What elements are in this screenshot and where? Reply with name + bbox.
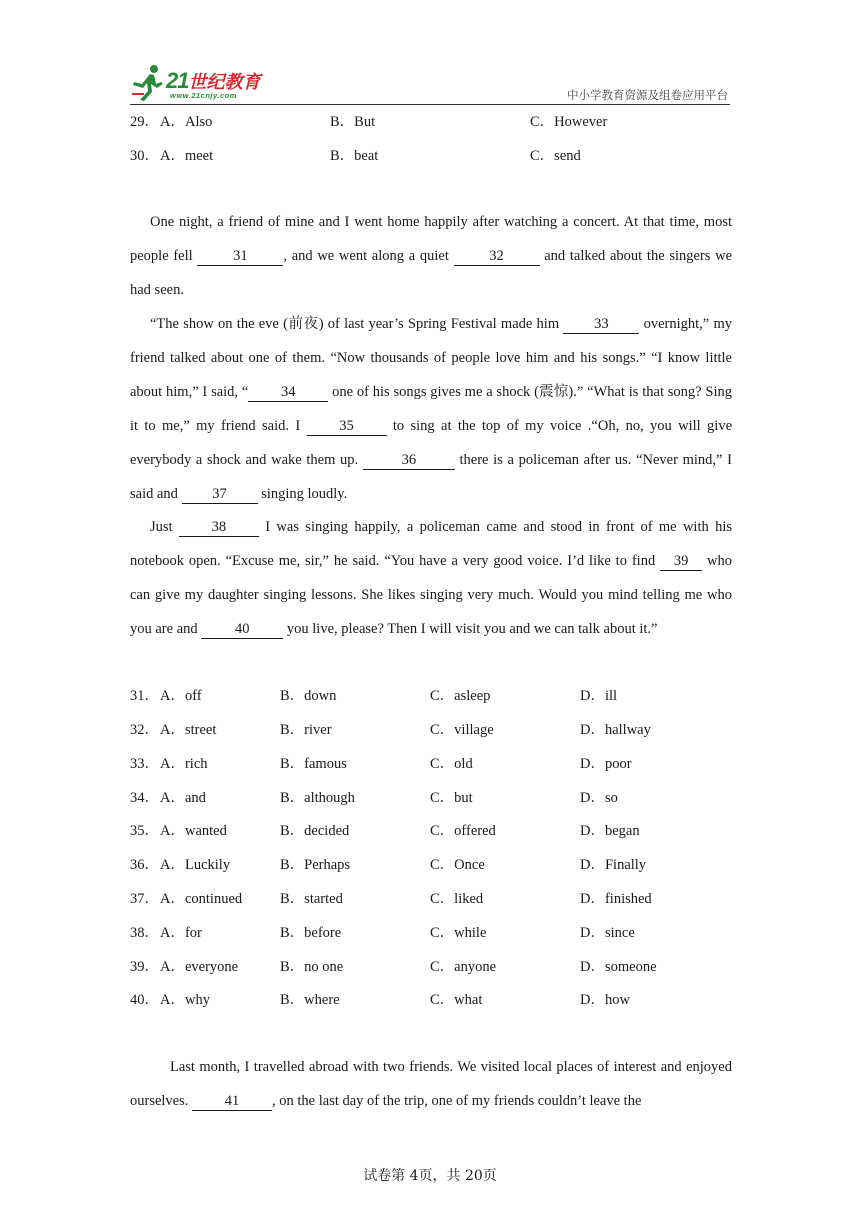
logo-url: www.21cnjy.com	[170, 91, 237, 100]
option-c: C．village	[430, 722, 494, 738]
option-b: B．beat	[330, 148, 379, 164]
question-number: 39．	[130, 959, 159, 975]
blank-38: 38	[179, 518, 259, 537]
option-c: C．send	[530, 148, 581, 164]
question-number: 33．	[130, 756, 159, 772]
question-number: 29．	[130, 114, 159, 130]
option-b: B．started	[280, 891, 343, 907]
blank-37: 37	[182, 485, 258, 504]
option-c: C．asleep	[430, 688, 491, 704]
question-number: 37．	[130, 891, 159, 907]
question-number: 30．	[130, 148, 159, 164]
blank-41: 41	[192, 1092, 272, 1111]
option-d: D．hallway	[580, 722, 651, 738]
option-c: C．while	[430, 925, 487, 941]
passage2-paragraph1: Last month, I travelled abroad with two friends. We visited local places of interest and enjoyed ourselves. 41 , on the last day of the trip, one of my friends couldn’t leave the	[130, 1059, 732, 1109]
option-b: B．river	[280, 722, 332, 738]
option-d: D．poor	[580, 756, 632, 772]
option-d: D．how	[580, 992, 630, 1008]
option-a: A．Also	[160, 114, 213, 130]
option-c: C．Once	[430, 857, 485, 873]
option-c: C．offered	[430, 823, 496, 839]
passage1-paragraph3: Just 38 I was singing happily, a policeman came and stood in front of me with his notebook open. “Excuse me, sir,” he said. “You have a very good voice. I’d like to find 39 who can give my daughter singing lessons. She likes singing very much. Would you mind telling me who you are and 40 you live, please? Then I will visit you and we can talk about it.”	[130, 519, 732, 637]
option-b: B．Perhaps	[280, 857, 351, 873]
blank-34: 34	[248, 383, 328, 402]
question-number: 38．	[130, 925, 159, 941]
page-footer: 试卷第 4页，共 20页	[363, 1168, 497, 1184]
blank-35: 35	[307, 417, 387, 436]
passage1-paragraph1: One night, a friend of mine and I went home happily after watching a concert. At that time, most people fell 31 , and we went along a quiet 32 and talked about the singers we had seen.	[130, 214, 733, 298]
question-number: 32．	[130, 722, 159, 738]
option-c: C．old	[430, 756, 473, 772]
blank-33: 33	[563, 315, 639, 334]
option-c: C．liked	[430, 891, 484, 907]
option-b: B．famous	[280, 756, 347, 772]
blank-40: 40	[201, 620, 283, 639]
option-a: A．for	[160, 925, 202, 941]
option-b: B．But	[330, 114, 376, 130]
option-a: A．Luckily	[160, 857, 231, 873]
logo-wordmark: 21世纪教育	[166, 68, 261, 93]
passage1-paragraph2: “The show on the eve (前夜) of last year’s Spring Festival made him 33 overnight,” my friend talked about one of them. “Now thousands of people love him and his songs.” “I know little about him,” I said, “ 34 one of his songs gives me a shock (震惊).” “What is that song? Sing it to me,” my friend said. I 35 to sing at the top of my voice .“Oh, no, you will give everybody a shock and wake them up. 36 there is a policeman after us. “Never mind,” I said and 37 singing loudly.	[130, 316, 733, 502]
option-d: D．began	[580, 823, 640, 839]
runner-icon	[130, 64, 166, 102]
blank-39: 39	[660, 552, 702, 571]
question-number: 35．	[130, 823, 159, 839]
option-d: D．ill	[580, 688, 618, 704]
option-c: C．anyone	[430, 959, 497, 975]
question-number: 31．	[130, 688, 159, 704]
blank-36: 36	[363, 451, 455, 470]
option-a: A．off	[160, 688, 202, 704]
option-b: B．decided	[280, 823, 350, 839]
option-a: A．wanted	[160, 823, 227, 839]
blank-32: 32	[454, 247, 540, 266]
platform-label: 中小学教育资源及组卷应用平台	[567, 88, 728, 102]
option-a: A．why	[160, 992, 210, 1008]
option-a: A．street	[160, 722, 217, 738]
option-b: B．before	[280, 925, 342, 941]
option-a: A．meet	[160, 148, 214, 164]
option-d: D．since	[580, 925, 635, 941]
option-c: C．but	[430, 790, 473, 806]
option-b: B．although	[280, 790, 355, 806]
option-b: B．down	[280, 688, 337, 704]
option-d: D．Finally	[580, 857, 647, 873]
question-number: 40．	[130, 992, 159, 1008]
option-c: C．what	[430, 992, 483, 1008]
logo	[130, 62, 270, 102]
page-header	[130, 62, 730, 105]
option-b: B．no one	[280, 959, 344, 975]
question-number: 36．	[130, 857, 159, 873]
option-d: D．someone	[580, 959, 657, 975]
blank-31: 31	[197, 247, 283, 266]
option-c: C．However	[530, 114, 608, 130]
option-a: A．and	[160, 790, 206, 806]
option-a: A．everyone	[160, 959, 239, 975]
option-a: A．continued	[160, 891, 243, 907]
question-number: 34．	[130, 790, 159, 806]
option-d: D．finished	[580, 891, 652, 907]
option-d: D．so	[580, 790, 618, 806]
option-b: B．where	[280, 992, 340, 1008]
option-a: A．rich	[160, 756, 208, 772]
